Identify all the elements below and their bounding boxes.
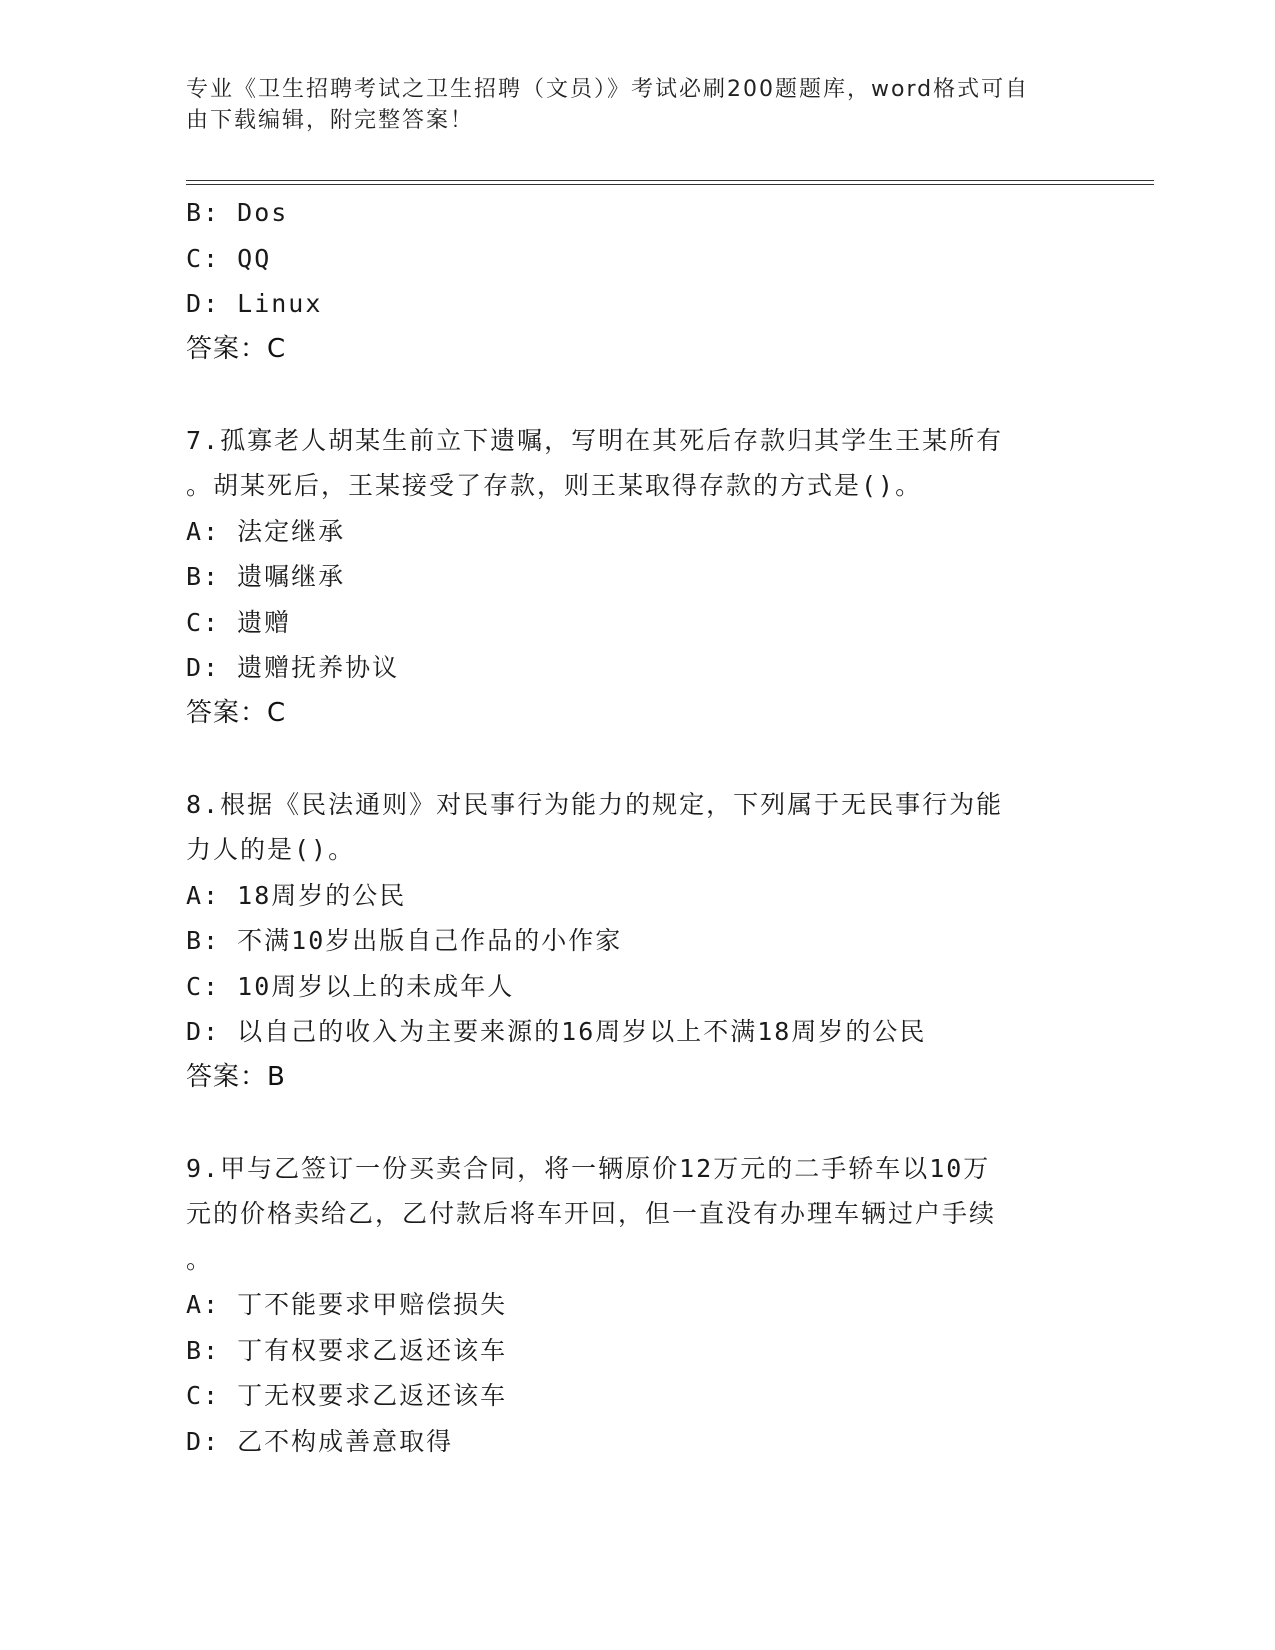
question-stem-line: 元的价格卖给乙，乙付款后将车开回，但一直没有办理车辆过户手续 (186, 1199, 997, 1228)
answer-label: 答案：C (186, 697, 287, 728)
option-b: B: 丁有权要求乙返还该车 (186, 1335, 508, 1365)
question-stem-line: 8.根据《民法通则》对民事行为能力的规定，下列属于无民事行为能 (186, 789, 1004, 819)
option-d: D: 乙不构成善意取得 (186, 1426, 454, 1456)
option-d: D: 遗赠抚养协议 (186, 653, 400, 682)
answer-label: 答案：B (186, 1061, 286, 1092)
option-a: A: 法定继承 (186, 516, 346, 546)
question-7 (186, 418, 1066, 737)
option-d: D: Linux (186, 289, 323, 318)
question-stem-line: 。胡某死后，王某接受了存款，则王某取得存款的方式是()。 (186, 471, 923, 500)
option-c: C: 丁无权要求乙返还该车 (186, 1381, 508, 1410)
option-a: A: 丁不能要求甲赔偿损失 (186, 1290, 508, 1319)
prev-question-block (186, 190, 1066, 372)
header-line-2: 由下载编辑，附完整答案！ (186, 108, 475, 133)
option-b: B: 不满10岁出版自己作品的小作家 (186, 926, 623, 955)
option-b: B: Dos (186, 198, 289, 227)
question-stem-line: 9.甲与乙签订一份买卖合同，将一辆原价12万元的二手轿车以10万 (186, 1153, 991, 1183)
header-line-1: 专业《卫生招聘考试之卫生招聘（文员）》考试必刷200题题库，word格式可自 (186, 77, 1030, 102)
question-stem-line: 力人的是()。 (186, 835, 356, 864)
header-divider-bottom (186, 184, 1154, 185)
question-content (186, 190, 1066, 1464)
question-9 (186, 1146, 1066, 1465)
option-c: C: 10周岁以上的未成年人 (186, 971, 515, 1001)
header-divider-top (186, 180, 1154, 181)
option-c: C: QQ (186, 243, 272, 273)
option-a: A: 18周岁的公民 (186, 880, 407, 910)
document-header (186, 74, 1066, 136)
question-stem-line: 。 (186, 1244, 214, 1274)
option-d: D: 以自己的收入为主要来源的16周岁以上不满18周岁的公民 (186, 1017, 927, 1046)
option-b: B: 遗嘱继承 (186, 562, 346, 591)
answer-label: 答案：C (186, 333, 287, 364)
question-8 (186, 782, 1066, 1101)
question-stem-line: 7.孤寡老人胡某生前立下遗嘱，写明在其死后存款归其学生王某所有 (186, 425, 1004, 455)
option-c: C: 遗赠 (186, 607, 292, 637)
